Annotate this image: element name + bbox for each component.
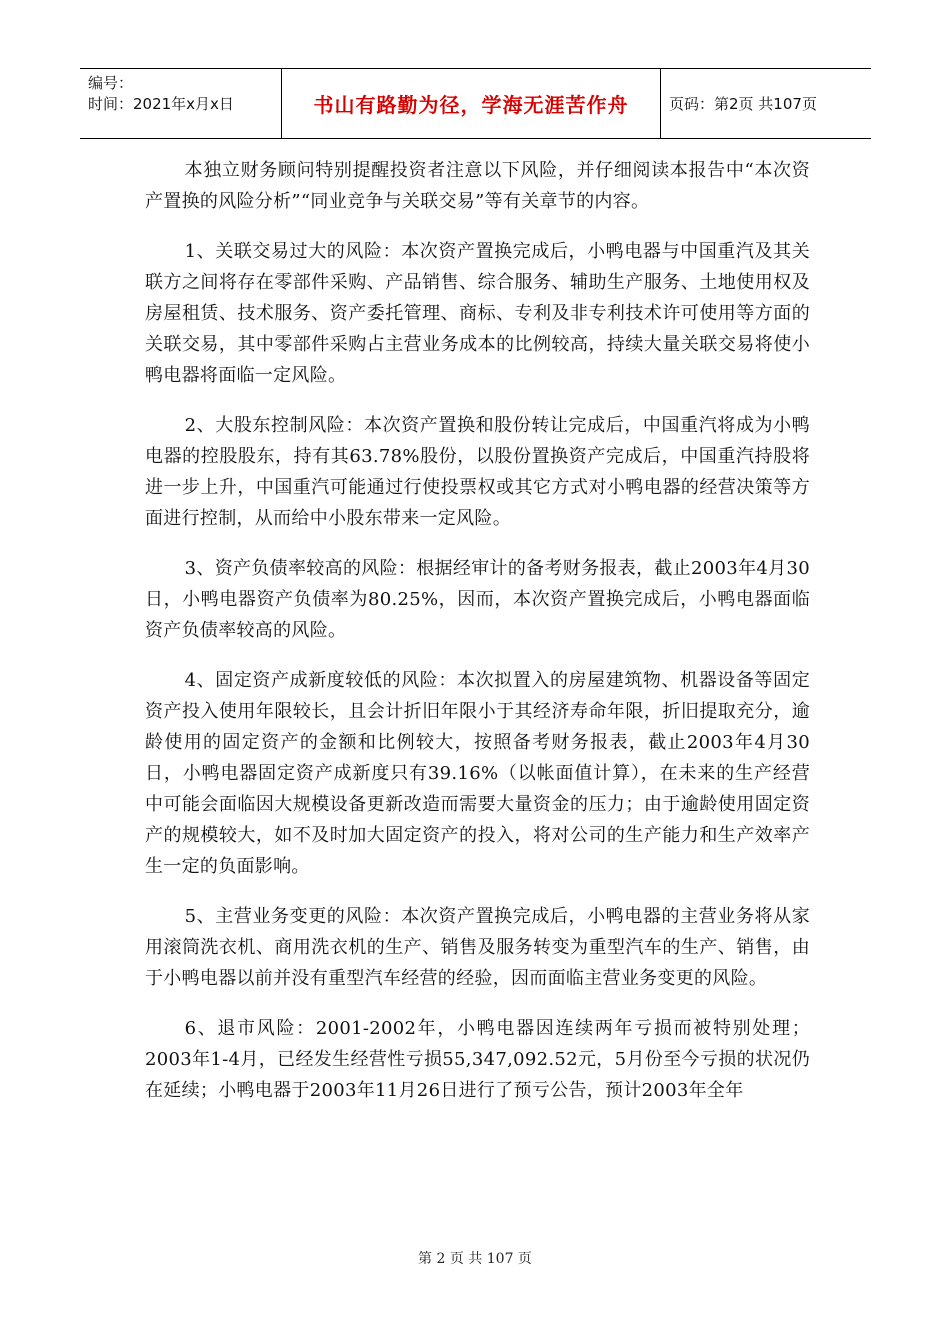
- number-label: 编号：: [88, 74, 134, 92]
- header-motto: 书山有路勤为径，学海无涯苦作舟: [282, 69, 661, 138]
- header-page-info: 页码：第2页 共107页: [669, 95, 817, 113]
- paragraph-risk-5: 5、主营业务变更的风险：本次资产置换完成后，小鸭电器的主营业务将从家用滚筒洗衣机、商用洗衣机的生产、销售及服务转变为重型汽车的生产、销售，由于小鸭电器以前并没有重型汽车经营的经验，因而面临主营业务变更的风险。: [145, 906, 810, 989]
- time-label: 时间：2021年x月x日: [88, 95, 234, 113]
- paragraph-risk-2: 2、大股东控制风险：本次资产置换和股份转让完成后，中国重汽将成为小鸭电器的控股股东，持有其63.78%股份，以股份置换资产完成后，中国重汽持股将进一步上升，中国重汽可能通过行使投票权或其它方式对小鸭电器的经营决策等方面进行控制，从而给中小股东带来一定风险。: [145, 415, 810, 529]
- paragraph-risk-3: 3、资产负债率较高的风险：根据经审计的备考财务报表，截止2003年4月30日，小鸭电器资产负债率为80.25%，因而，本次资产置换完成后，小鸭电器面临资产负债率较高的风险。: [145, 558, 810, 641]
- header-meta: [80, 69, 282, 138]
- document-body: [145, 155, 810, 1125]
- paragraph-risk-6: 6、退市风险：2001-2002年，小鸭电器因连续两年亏损而被特别处理；2003年1-4月，已经发生经营性亏损55,347,092.52元，5月份至今亏损的状况仍在延续；小鸭电器于2003年11月26日进行了预亏公告，预计2003年全年: [145, 1018, 810, 1101]
- page-footer: 第 2 页 共 107 页: [418, 1251, 532, 1267]
- paragraph-intro: 本独立财务顾问特别提醒投资者注意以下风险，并仔细阅读本报告中“本次资产置换的风险分析”“同业竞争与关联交易”等有关章节的内容。: [145, 160, 810, 212]
- header-table: [80, 68, 871, 139]
- paragraph-risk-4: 4、固定资产成新度较低的风险：本次拟置入的房屋建筑物、机器设备等固定资产投入使用年限较长，且会计折旧年限小于其经济寿命年限，折旧提取充分，逾龄使用的固定资产的金额和比例较大，按照备考财务报表，截止2003年4月30日，小鸭电器固定资产成新度只有39.16%（以帐面值计算），在未来的生产经营中可能会面临因大规模设备更新改造而需要大量资金的压力；由于逾龄使用固定资产的规模较大，如不及时加大固定资产的投入，将对公司的生产能力和生产效率产生一定的负面影响。: [145, 670, 810, 877]
- paragraph-risk-1: 1、关联交易过大的风险：本次资产置换完成后，小鸭电器与中国重汽及其关联方之间将存在零部件采购、产品销售、综合服务、辅助生产服务、土地使用权及房屋租赁、技术服务、资产委托管理、商标、专利及非专利技术许可使用等方面的关联交易，其中零部件采购占主营业务成本的比例较高，持续大量关联交易将使小鸭电器将面临一定风险。: [145, 241, 810, 386]
